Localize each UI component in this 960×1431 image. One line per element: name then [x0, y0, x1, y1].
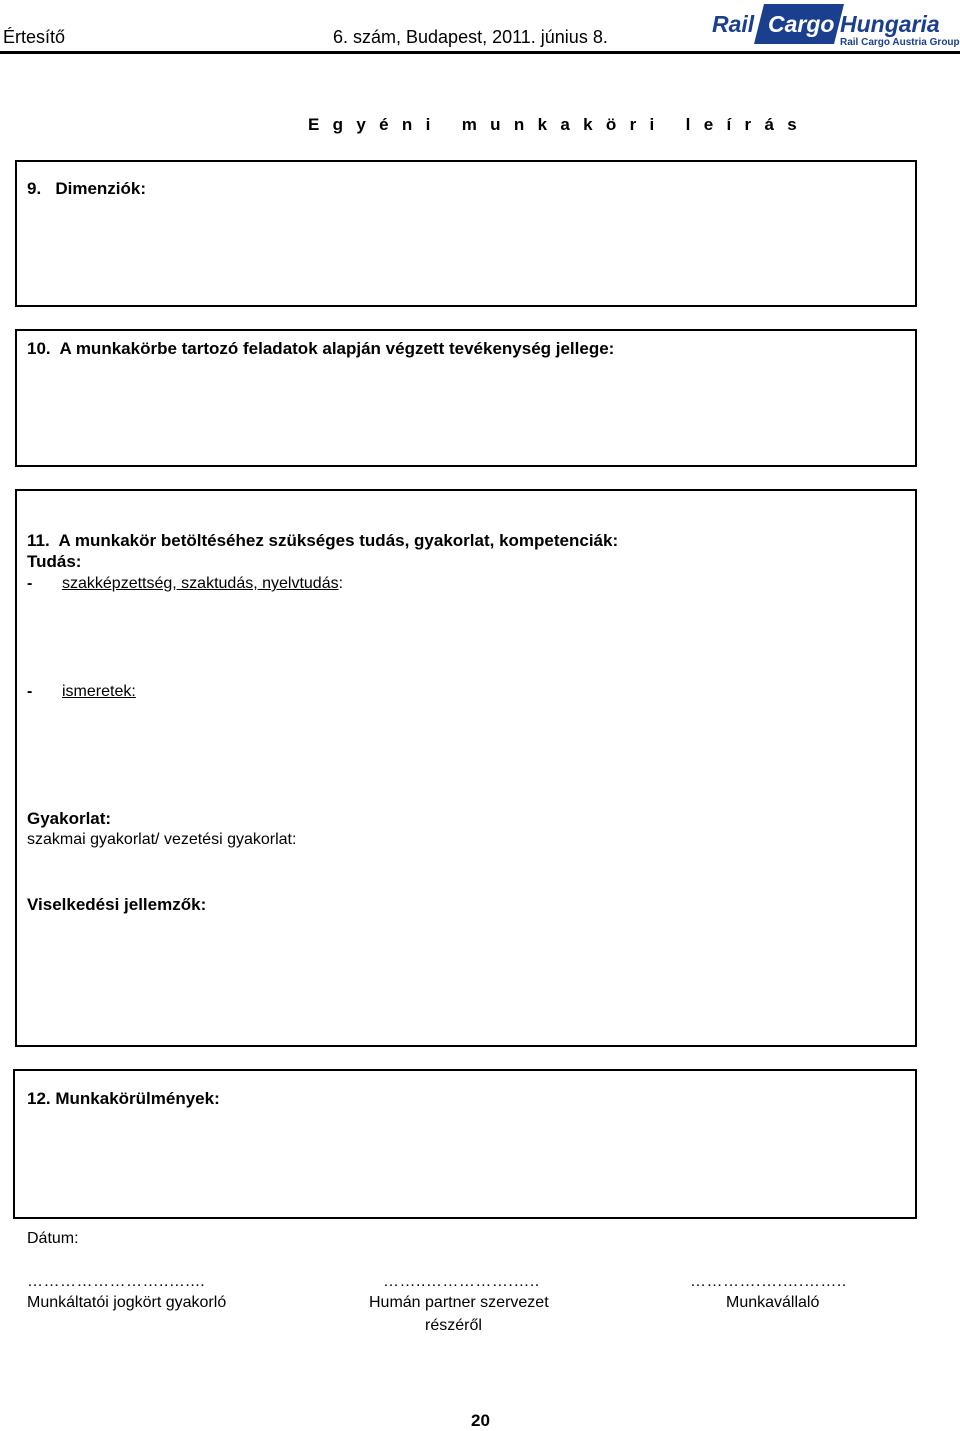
- section-10-heading: 10. A munkakörbe tartozó feladatok alapján végzett tevékenység jellege:: [27, 339, 615, 358]
- section-9-box: [15, 160, 917, 307]
- signature-label-hr: Humán partner szervezet: [369, 1294, 549, 1311]
- logo-tagline: Rail Cargo Austria Group: [840, 37, 960, 48]
- signature-label-employer: Munkáltatói jogkört gyakorló: [27, 1294, 227, 1311]
- page-number: 20: [471, 1411, 490, 1430]
- tudas-dash-2: -: [27, 683, 33, 700]
- gyakorlat-label: Gyakorlat:: [27, 809, 112, 828]
- publication-name: Értesítő: [3, 27, 66, 47]
- document-title: E g y é n i m u n k a k ö r i l e í r á s: [308, 115, 801, 134]
- rail-cargo-hungaria-logo: [712, 4, 960, 48]
- section-12-heading: 12. Munkakörülmények:: [27, 1089, 220, 1108]
- gyakorlat-text: szakmai gyakorlat/ vezetési gyakorlat:: [27, 831, 297, 848]
- logo-word-hungaria: Hungaria: [840, 11, 940, 37]
- viselkedes-label: Viselkedési jellemzők:: [27, 895, 207, 914]
- tudas-item-1-text: szakképzettség, szaktudás, nyelvtudás: [62, 575, 339, 592]
- signature-label-employee: Munkavállaló: [726, 1294, 820, 1311]
- tudas-item-1-colon: :: [338, 575, 344, 592]
- tudas-item-2: ismeretek:: [62, 683, 136, 700]
- date-label: Dátum:: [27, 1230, 79, 1247]
- signature-label-hr-2: részéről: [425, 1317, 482, 1334]
- logo-word-cargo: Cargo: [768, 11, 835, 37]
- logo-graphic: [712, 4, 960, 48]
- section-11-heading: 11. A munkakör betöltéséhez szükséges tudás, gyakorlat, kompetenciák:: [27, 531, 619, 550]
- signature-line-hr: ……..…………….…..: [383, 1273, 540, 1290]
- header-rule: [0, 51, 960, 54]
- signature-line-employee: ………….….….……..: [690, 1273, 847, 1290]
- issue-info: 6. szám, Budapest, 2011. június 8.: [333, 27, 608, 47]
- section-9-heading: 9. Dimenziók:: [27, 179, 147, 198]
- signature-line-employer: ……………………..…....: [27, 1273, 206, 1290]
- tudas-dash-1: -: [27, 575, 33, 592]
- tudas-item-1: [62, 575, 343, 593]
- section-11-box: [15, 489, 917, 1047]
- section-12-box: [13, 1069, 917, 1219]
- tudas-label: Tudás:: [27, 552, 82, 571]
- logo-word-rail: Rail: [712, 11, 755, 37]
- section-10-box: [15, 329, 917, 467]
